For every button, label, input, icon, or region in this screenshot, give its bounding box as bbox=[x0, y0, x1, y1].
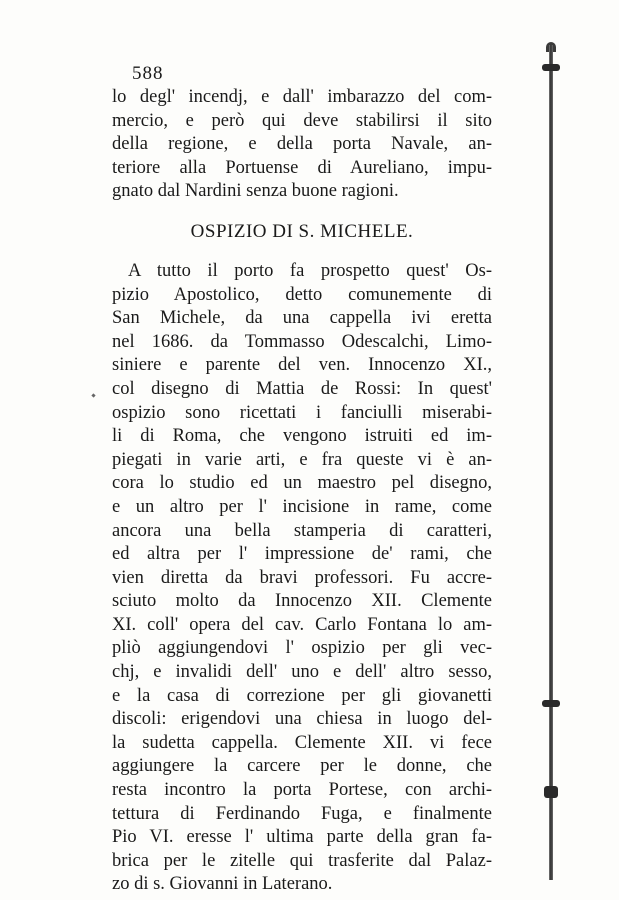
page-binding-strip bbox=[549, 45, 553, 880]
text-line: nel 1686. da Tommasso Odescalchi, Limo- bbox=[112, 331, 492, 352]
text-line: brica per le zitelle qui trasferite dal Palaz- bbox=[112, 850, 492, 871]
continuation-paragraph bbox=[112, 86, 492, 204]
body-paragraph bbox=[112, 260, 492, 897]
text-line: ospizio sono ricettati i fanciulli miserabi- bbox=[112, 402, 492, 423]
text-line: la sudetta cappella. Clemente XII. vi fece bbox=[112, 732, 492, 753]
text-line: chj, e invalidi dell' uno e dell' altro sesso, bbox=[112, 662, 492, 683]
page-text bbox=[112, 62, 492, 897]
text-line: li di Roma, che vengono istruiti ed im- bbox=[112, 426, 492, 447]
text-line: ancora una bella stamperia di caratteri, bbox=[112, 520, 492, 541]
binding-clip-middle bbox=[542, 700, 560, 707]
text-line: discoli: erigendovi una chiesa in luogo del- bbox=[112, 709, 492, 730]
margin-mark bbox=[91, 393, 95, 397]
text-line: Pio VI. eresse l' ultima parte della gran fa- bbox=[112, 827, 492, 848]
text-line: teriore alla Portuense di Aureliano, impu- bbox=[112, 157, 492, 178]
text-line: vien diretta da bravi professori. Fu accre- bbox=[112, 567, 492, 588]
text-line: piegati in varie arti, e fra queste vi è an- bbox=[112, 449, 492, 470]
text-line: zo di s. Giovanni in Laterano. bbox=[112, 874, 333, 895]
text-line: siniere e parente del ven. Innocenzo XI., bbox=[112, 355, 492, 376]
text-line: pliò aggiungendovi l' ospizio per gli vec- bbox=[112, 638, 492, 659]
text-line: resta incontro la porta Portese, con archi- bbox=[112, 780, 492, 801]
text-line: San Michele, da una cappella ivi eretta bbox=[112, 308, 492, 329]
binding-clip-top bbox=[542, 64, 560, 71]
text-line: A tutto il porto fa prospetto quest' Os- bbox=[128, 260, 492, 281]
text-line: mercio, e però qui deve stabilirsi il sito bbox=[112, 110, 492, 131]
binding-clip-bottom bbox=[544, 786, 558, 798]
section-heading: OSPIZIO DI S. MICHELE. bbox=[190, 220, 414, 242]
text-line: aggiungere la carcere per le donne, che bbox=[112, 756, 492, 777]
text-line: gnato dal Nardini senza buone ragioni. bbox=[112, 181, 399, 202]
page-number: 588 bbox=[132, 63, 164, 84]
text-line: sciuto molto da Innocenzo XII. Clemente bbox=[112, 591, 492, 612]
text-line: pizio Apostolico, detto comunemente di bbox=[112, 284, 492, 305]
text-line: tettura di Ferdinando Fuga, e finalmente bbox=[112, 803, 492, 824]
text-line: lo degl' incendj, e dall' imbarazzo del com- bbox=[112, 87, 492, 107]
text-line: col disegno di Mattia de Rossi: In quest' bbox=[112, 378, 492, 399]
text-line: XI. coll' opera del cav. Carlo Fontana lo am- bbox=[112, 614, 492, 635]
text-line: e un altro per l' incisione in rame, come bbox=[112, 496, 492, 517]
text-line: e la casa di correzione per gli giovanetti bbox=[112, 685, 492, 706]
text-line: della regione, e della porta Navale, an- bbox=[112, 134, 492, 155]
text-line: ed altra per l' impressione de' rami, che bbox=[112, 544, 492, 565]
text-line: cora lo studio ed un maestro pel disegno, bbox=[112, 473, 492, 494]
